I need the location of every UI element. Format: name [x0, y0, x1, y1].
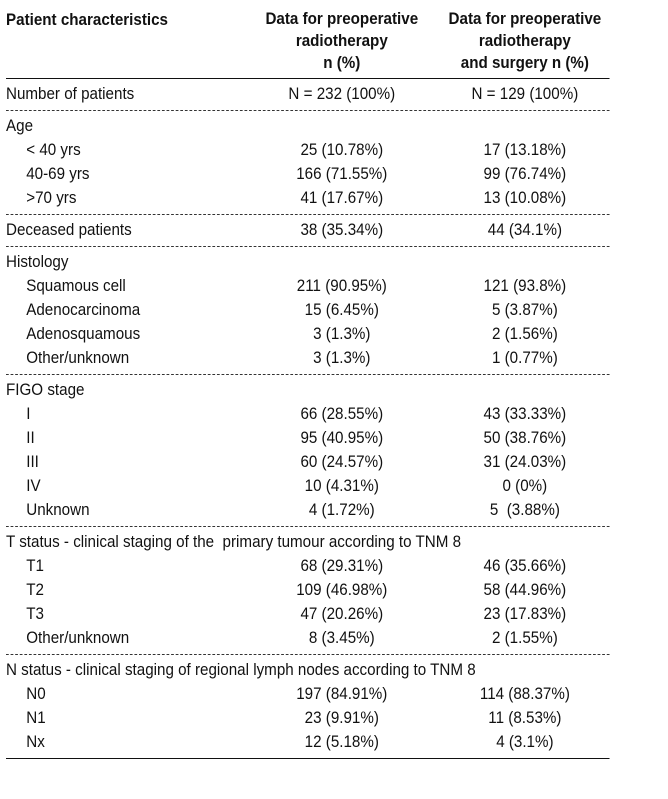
- table-row: [6, 426, 610, 450]
- table-row: [6, 322, 610, 346]
- header-preoperative-radiotherapy: [243, 4, 440, 74]
- row-value-preop: 66 (28.55%): [300, 405, 384, 423]
- table-row: [6, 602, 610, 626]
- header-col3-line3: and surgery n (%): [460, 54, 589, 72]
- row-value-preop-surgery: 2 (1.55%): [491, 629, 558, 647]
- row-value-preop-surgery: N = 129 (100%): [471, 85, 579, 103]
- row-value-preop-surgery: 5 (3.88%): [489, 501, 560, 519]
- row-value-preop-surgery: 58 (44.96%): [483, 581, 567, 599]
- row-value-preop: 109 (46.98%): [296, 581, 388, 599]
- table-row: [6, 218, 610, 242]
- table-row: [6, 186, 610, 210]
- row-value-preop-surgery: 0 (0%): [502, 477, 548, 495]
- section-deceased: [6, 215, 610, 247]
- section-number-of-patients: [6, 79, 610, 111]
- row-label: T2: [26, 581, 44, 599]
- row-value-preop: 197 (84.91%): [296, 685, 388, 703]
- header-col3-line1: Data for preoperative: [448, 10, 602, 28]
- row-value-preop-surgery: 114 (88.37%): [479, 685, 570, 703]
- section-title: [6, 658, 610, 682]
- row-value-preop: 41 (17.67%): [300, 189, 384, 207]
- row-value-preop: 47 (20.26%): [300, 605, 384, 623]
- row-label: Nx: [26, 733, 45, 751]
- row-value-preop: 166 (71.55%): [296, 165, 388, 183]
- row-label: 40-69 yrs: [26, 165, 90, 183]
- row-value-preop: N = 232 (100%): [288, 85, 396, 103]
- header-row: [6, 4, 610, 74]
- table-row: [6, 498, 610, 522]
- row-value-preop: 25 (10.78%): [300, 141, 384, 159]
- row-value-preop: 10 (4.31%): [304, 477, 379, 495]
- header-col2-line1: Data for preoperative: [265, 10, 419, 28]
- table-row: [6, 162, 610, 186]
- section-age: [6, 111, 610, 215]
- section-title: [6, 530, 610, 554]
- row-label: Other/unknown: [26, 349, 130, 367]
- table-row: [6, 554, 610, 578]
- row-value-preop-surgery: 2 (1.56%): [491, 325, 558, 343]
- row-label: >70 yrs: [26, 189, 77, 207]
- row-label: T3: [26, 605, 44, 623]
- row-value-preop-surgery: 11 (8.53%): [488, 709, 562, 727]
- row-label: Adenosquamous: [26, 325, 141, 343]
- section-title-text: Histology: [6, 253, 69, 271]
- header-patient-characteristics: Patient characteristics: [6, 11, 169, 29]
- row-value-preop-surgery: 13 (10.08%): [483, 189, 567, 207]
- row-label: III: [26, 453, 39, 471]
- table-row: [6, 346, 610, 370]
- row-label: Number of patients: [6, 85, 135, 103]
- row-value-preop: 38 (35.34%): [300, 221, 384, 239]
- section-n-status: [6, 655, 610, 759]
- table-header: [6, 4, 610, 79]
- row-value-preop-surgery: 1 (0.77%): [491, 349, 558, 367]
- row-value-preop-surgery: 43 (33.33%): [483, 405, 567, 423]
- row-label: < 40 yrs: [26, 141, 81, 159]
- row-value-preop: 68 (29.31%): [300, 557, 384, 575]
- row-label: Deceased patients: [6, 221, 132, 239]
- row-label: Other/unknown: [26, 629, 130, 647]
- table-row: [6, 82, 610, 106]
- row-value-preop-surgery: 31 (24.03%): [483, 453, 567, 471]
- header-radiotherapy-and-surgery: [440, 4, 609, 74]
- row-value-preop: 3 (1.3%): [313, 325, 371, 343]
- row-label: T1: [26, 557, 44, 575]
- row-value-preop: 60 (24.57%): [300, 453, 384, 471]
- row-label: IV: [26, 477, 41, 495]
- section-title: [6, 114, 610, 138]
- row-value-preop-surgery: 5 (3.87%): [491, 301, 558, 319]
- table-row: [6, 402, 610, 426]
- row-label: Squamous cell: [26, 277, 126, 295]
- table-row: [6, 298, 610, 322]
- table-row: [6, 274, 610, 298]
- row-label: Adenocarcinoma: [26, 301, 141, 319]
- row-label: II: [26, 429, 35, 447]
- row-value-preop: 3 (1.3%): [313, 349, 371, 367]
- row-value-preop-surgery: 17 (13.18%): [483, 141, 567, 159]
- row-value-preop-surgery: 46 (35.66%): [483, 557, 567, 575]
- header-col2-line3: n (%): [323, 54, 361, 72]
- row-value-preop-surgery: 99 (76.74%): [483, 165, 567, 183]
- row-value-preop: 211 (90.95%): [296, 277, 387, 295]
- row-value-preop: 12 (5.18%): [304, 733, 379, 751]
- table-row: [6, 450, 610, 474]
- table-row: [6, 706, 610, 730]
- table-row: [6, 682, 610, 706]
- row-value-preop: 8 (3.45%): [308, 629, 375, 647]
- row-value-preop-surgery: 121 (93.8%): [483, 277, 567, 295]
- section-title-text: T status - clinical staging of the primary tumour according to TNM 8: [6, 533, 462, 551]
- row-label: N1: [26, 709, 46, 727]
- section-title: [6, 250, 610, 274]
- section-t-status: [6, 527, 610, 655]
- table-row: [6, 474, 610, 498]
- row-label: Unknown: [26, 501, 90, 519]
- section-histology: [6, 247, 610, 375]
- row-label: N0: [26, 685, 46, 703]
- table-body: [6, 4, 610, 759]
- row-value-preop: 4 (1.72%): [308, 501, 375, 519]
- table-row: [6, 578, 610, 602]
- table-row: [6, 730, 610, 754]
- row-value-preop-surgery: 50 (38.76%): [483, 429, 567, 447]
- row-value-preop-surgery: 44 (34.1%): [487, 221, 563, 239]
- header-col3-line2: radiotherapy: [478, 32, 571, 50]
- header-col2-line2: radiotherapy: [295, 32, 388, 50]
- row-value-preop: 15 (6.45%): [304, 301, 379, 319]
- table-row: [6, 138, 610, 162]
- section-title: [6, 378, 610, 402]
- section-figo-stage: [6, 375, 610, 527]
- section-title-text: N status - clinical staging of regional lymph nodes according to TNM 8: [6, 661, 476, 679]
- row-value-preop-surgery: 23 (17.83%): [483, 605, 567, 623]
- row-value-preop-surgery: 4 (3.1%): [496, 733, 554, 751]
- section-title-text: FIGO stage: [6, 381, 85, 399]
- row-value-preop: 95 (40.95%): [300, 429, 384, 447]
- row-value-preop: 23 (9.91%): [304, 709, 379, 727]
- row-label: I: [26, 405, 31, 423]
- section-title-text: Age: [6, 117, 34, 135]
- table-row: [6, 626, 610, 650]
